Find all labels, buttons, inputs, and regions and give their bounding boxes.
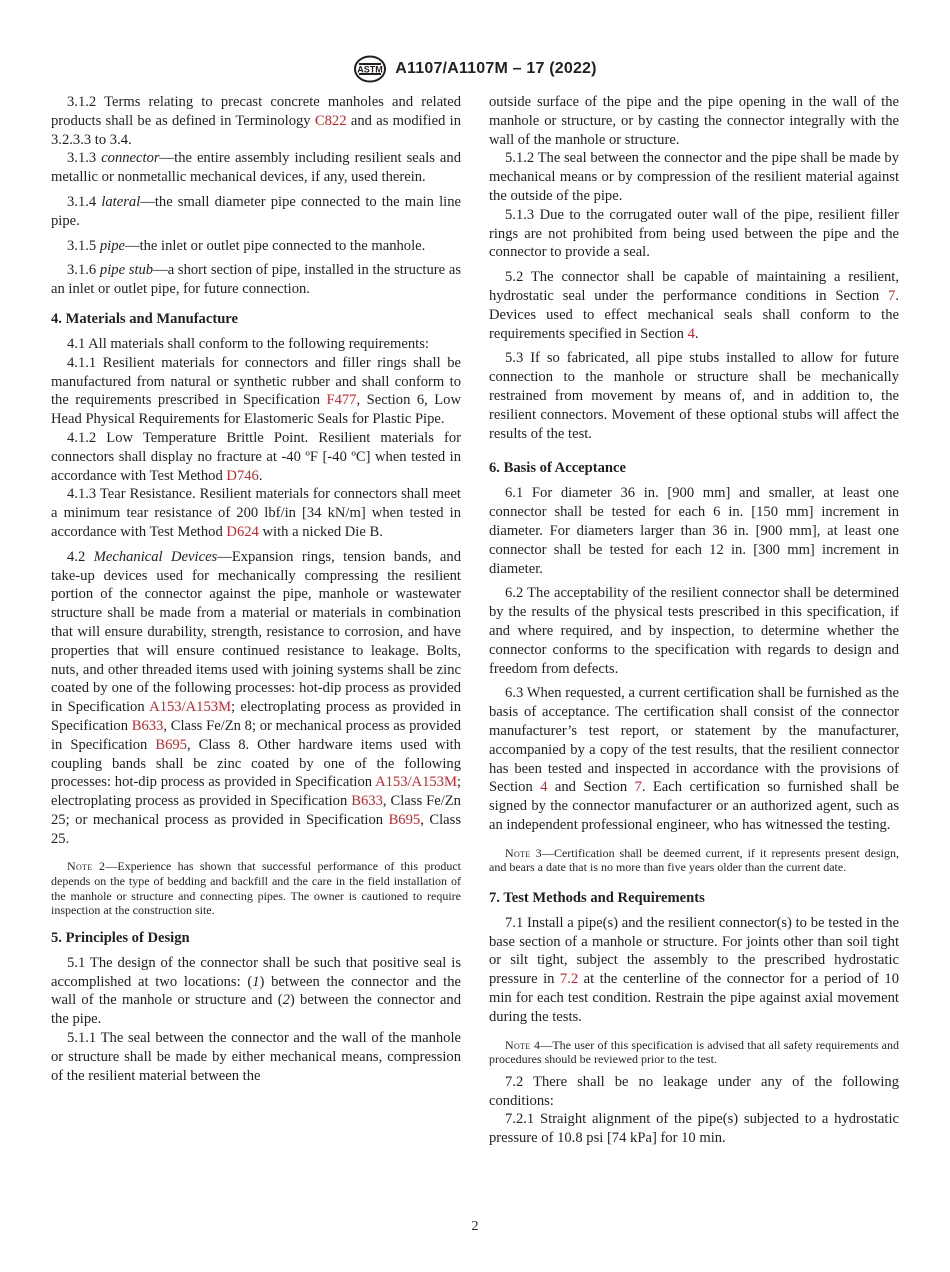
ref-link[interactable]: F477: [326, 392, 357, 409]
document-designation: A1107/A1107M – 17 (2022): [395, 60, 597, 77]
para-5-1: 5.1 The design of the connector shall be such that positive seal is accomplished at two locations: (1) between the connector and the wall of the manhole or structure and (2) between the connector and the pipe.: [51, 954, 461, 1028]
para-5-3: 5.3 If so fabricated, all pipe stubs installed to allow for future connection to the manhole or structure shall be mechanically restrained from movement by means of, and in addition to, the resilient connectors. Movement of these optional stubs will affect the results of the test.: [489, 350, 899, 442]
ref-link[interactable]: A153/A153M: [375, 774, 457, 791]
para-5-2: 5.2 The connector shall be capable of maintaining a resilient, hydrostatic seal under the performance conditions in Section 7. Devices used to effect mechanical seals shall conform to the requirements specified in Section 4.: [489, 269, 900, 342]
para-4-1-3: 4.1.3 Tear Resistance. Resilient materials for connectors shall meet a minimum tear resistance of 200 lbf/in [34 kN/m] when tested in accordance with Test Method D624 with a nicked Die B.: [51, 486, 461, 540]
right-column: [489, 93, 899, 1148]
ref-link[interactable]: 7: [888, 287, 896, 304]
ref-link[interactable]: D624: [226, 523, 259, 540]
para-3-1-3: 3.1.3 connector—the entire assembly including resilient seals and metallic or nonmetallic mechanical devices, if any, used therein.: [51, 150, 462, 186]
ref-link[interactable]: C822: [314, 112, 347, 129]
note-3: Note 3—Certification shall be deemed current, if it represents present design, and bears a date that is no more than five years older than the current date.: [489, 845, 899, 875]
note-2: Note 2—Experience has shown that successful performance of this product depends on the type of bedding and backfill and the care in the field installation of the manhole or structure and connecting pipes. The owner is cautioned to require inspection at the construction site.: [51, 859, 461, 918]
para-7-2: 7.2 There shall be no leakage under any of the following conditions:: [489, 1073, 900, 1109]
para-3-1-6: 3.1.6 pipe stub—a short section of pipe, installed in the structure as an inlet or outlet pipe, for future connection.: [51, 262, 462, 298]
section-6-heading: 6. Basis of Acceptance: [489, 460, 627, 477]
ref-link[interactable]: D746: [226, 467, 259, 484]
para-4-1: 4.1 All materials shall conform to the following requirements:: [67, 335, 429, 352]
para-7-2-1: 7.2.1 Straight alignment of the pipe(s) subjected to a hydrostatic pressure of 10.8 psi [74 kPa] for 10 min.: [489, 1111, 899, 1147]
ref-link[interactable]: 7.2: [559, 971, 579, 988]
ref-link[interactable]: 4: [687, 325, 695, 342]
para-6-2: 6.2 The acceptability of the resilient connector shall be determined by the results of the physical tests prescribed in this specification, if and where required, and by inspection, to determine whether the connector conforms to the specification with regards to design and freedom from defects.: [489, 585, 900, 677]
para-7-1: 7.1 Install a pipe(s) and the resilient connector(s) to be tested in the base section of a manhole or structure. For joints other than soil tight or silt tight, subject the assembly to the prescribed hydrostatic pressure in 7.2 at the centerline of the connector for a period of 10 min for each test condition. Restrain the pipe against axial movement during the tests.: [489, 914, 899, 1025]
section-4-heading: 4. Materials and Manufacture: [51, 310, 238, 327]
ref-link[interactable]: A153/A153M: [149, 699, 232, 716]
para-6-3: 6.3 When requested, a current certification shall be furnished as the basis of acceptance. The certification shall consist of the connector manufacturer’s test report, or statement by the manufacturer, accompanied by a copy of the test results, that the resilient connector has been tested and inspected in accordance with the provisions of Section 4 and Section 7. Each certification so furnished shall be signed by the connector manufacturer or an authorized agent, such as an independent professional engineer, who has witnessed the testing.: [489, 685, 900, 833]
para-4-2: 4.2 Mechanical Devices—Expansion rings, tension bands, and take-up devices used for mechanically compressing the resilient portion of the connector against the pipe, manhole or wastewater structure shall be made from a material or materials in combination that will ensure durability, strength, resistance to corrosion, and have properties that will ensure continued resistance to leakage. Bolts, nuts, and other threaded items used with joining systems shall be zinc coated by one of the following processes: hot-dip process as provided in Specification A153/A153M; electroplating process as provided in Specification B633, Class Fe/Zn 8; or mechanical process as provided in Specification B695, Class 8. Other hardware items used with coupling bands shall be zinc coated by one of the following processes: hot-dip process as provided in Specification A153/A153M; electroplating process as provided in Specification B633, Class Fe/Zn 25; or mechanical process as provided in Specification B695, Class 25.: [51, 548, 462, 847]
page-header: [0, 56, 950, 82]
para-6-1: 6.1 For diameter 36 in. [900 mm] and smaller, at least one connector shall be tested for each 6 in. [150 mm] increment in diameter. For diameters larger than 36 in. [900 mm], at least one connector shall be tested for each 12 in. [300 mm] increment in diameter.: [489, 485, 899, 577]
ref-link[interactable]: B633: [351, 793, 383, 810]
ref-link[interactable]: B695: [388, 811, 421, 828]
ref-link[interactable]: B695: [155, 736, 187, 753]
para-3-1-4: 3.1.4 lateral—the small diameter pipe connected to the main line pipe.: [51, 193, 461, 229]
note-4: Note 4—The user of this specification is advised that all safety requirements and procedures should be reviewed prior to the test.: [489, 1037, 899, 1067]
section-7-heading: 7. Test Methods and Requirements: [489, 889, 705, 906]
svg-text:ASTM: ASTM: [357, 64, 384, 75]
ref-link[interactable]: 7: [634, 779, 642, 796]
para-4-1-2: 4.1.2 Low Temperature Brittle Point. Resilient materials for connectors shall display no fracture at -40 ºF [-40 ºC] when tested in accordance with Test Method D746.: [51, 429, 461, 484]
para-5-1-3: 5.1.3 Due to the corrugated outer wall of the pipe, resilient filler rings are not prohibited from being used between the pipe and the connector to provide a seal.: [489, 206, 899, 261]
ref-link[interactable]: B633: [131, 717, 164, 734]
para-5-1-1-continued: outside surface of the pipe and the pipe opening in the wall of the manhole or structure, or by casting the connector integrally with the wall of the manhole or structure.: [489, 94, 899, 148]
ref-link[interactable]: 4: [540, 779, 548, 796]
para-4-1-1: 4.1.1 Resilient materials for connectors and filler rings shall be manufactured from natural or synthetic rubber and shall conform to the requirements prescribed in Specification F477, Section 6, Low Head Physical Requirements for Elastomeric Seals for Plastic Pipe.: [51, 354, 461, 428]
section-5-heading: 5. Principles of Design: [51, 929, 190, 946]
para-3-1-2: 3.1.2 Terms relating to precast concrete manholes and related products shall be as defined in Terminology C822 and as modified in 3.2.3.3 to 3.4.: [51, 94, 462, 148]
para-5-1-2: 5.1.2 The seal between the connector and the pipe shall be made by mechanical means or by compression of the resilient material against the outside of the pipe.: [489, 150, 899, 204]
astm-logo-icon: [353, 55, 387, 83]
left-column: [51, 93, 461, 1085]
para-5-1-1: 5.1.1 The seal between the connector and the wall of the manhole or structure shall be made by either mechanical means, compression of the resilient material between the: [51, 1030, 462, 1084]
para-3-1-5: 3.1.5 pipe—the inlet or outlet pipe connected to the manhole.: [67, 237, 426, 254]
page-number: 2: [471, 1219, 479, 1234]
